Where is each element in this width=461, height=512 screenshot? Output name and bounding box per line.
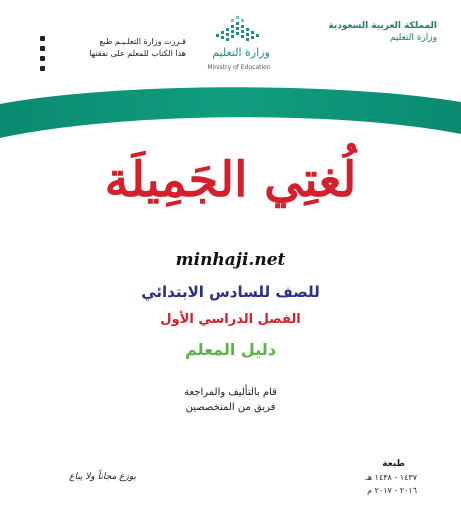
semester: الفصل الدراسي الأول — [160, 312, 301, 327]
edition-hijri-year: ١٤٣٧ - ١٤٣٨ هـ — [365, 473, 417, 482]
edition-info — [327, 458, 417, 497]
teacher-guide-label: دليل المعلم — [185, 340, 276, 359]
watermark-text: minhaji.net — [175, 250, 286, 270]
authors-line-1: قام بالتأليف والمراجعة — [184, 387, 277, 398]
grade-level: للصف للسادس الابتدائي — [141, 283, 320, 301]
authors-note — [0, 385, 461, 415]
ministry-name: وزارة التعليم — [389, 33, 437, 43]
authors-line-2: فريق من المتخصصين — [185, 402, 276, 413]
ministry-logo-arabic: وزارة التعليم — [212, 46, 270, 59]
approval-line-2: هذا الكتاب للمعلم على نفقتها — [89, 49, 186, 58]
bullet-dots-icon — [40, 36, 46, 76]
kingdom-name: المملكة العربية السعودية — [328, 21, 437, 31]
ministry-logo-english: Ministry of Education — [207, 64, 271, 71]
green-swoosh-band — [0, 82, 461, 142]
edition-label: طبعة — [382, 459, 405, 469]
edition-gregorian-year: ٢٠١٦ - ٢٠١٧ م — [367, 486, 417, 495]
ministry-emblem-icon — [214, 14, 264, 44]
ministry-logo — [196, 14, 282, 74]
approval-line-1: قـررت وزارة التعلـيـم طبع — [99, 37, 186, 46]
free-distribution-note: يوزع مجاناً ولا يباع — [69, 472, 136, 482]
book-title: لُغتِي الجَمِيلَة — [104, 152, 357, 208]
kingdom-header — [327, 20, 437, 44]
